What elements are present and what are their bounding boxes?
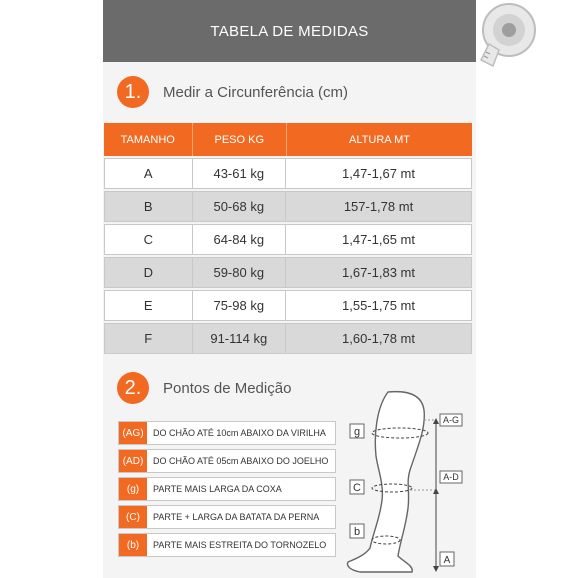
point-code: (g) [119,478,147,500]
cell-height: 1,47-1,67 mt [342,166,415,181]
point-description: DO CHÃO ATÉ 05cm ABAIXO DO JOELHO [153,456,329,466]
point-code: (C) [119,506,147,528]
point-code: (AD) [119,450,147,472]
list-item [118,533,336,557]
list-item [118,421,336,445]
cell-height: 1,55-1,75 mt [342,298,415,313]
c-label: C [353,482,361,494]
point-description: DO CHÃO ATÉ 10cm ABAIXO DA VIRILHA [153,428,326,438]
ad-label: A-D [443,472,459,482]
cell-height: 1,47-1,65 mt [342,232,415,247]
ag-label: A-G [442,415,460,425]
cell-weight: 75-98 kg [193,291,286,320]
list-item [118,477,336,501]
point-code: (b) [119,534,147,556]
cell-size: A [105,159,193,188]
table-row [104,224,472,255]
ad-arrowhead-up [433,488,439,494]
point-description: PARTE + LARGA DA BATATA DA PERNA [153,512,320,522]
header-bar [103,0,476,62]
table-row [104,257,472,288]
ag-arrowhead-down [433,566,439,572]
section-1-title: Medir a Circunferência (cm) [163,84,349,101]
list-item [118,505,336,529]
point-description: PARTE MAIS ESTREITA DO TORNOZELO [153,540,327,550]
table-row [104,191,472,222]
column-header-weight: PESO KG [193,123,287,156]
cell-weight: 64-84 kg [193,225,286,254]
column-header-height: ALTURA MT [349,133,410,146]
cell-weight: 50-68 kg [193,192,286,221]
measurement-points-list [118,421,336,561]
section-2-title: Pontos de Medição [163,380,292,397]
cell-weight: 59-80 kg [193,258,286,287]
cell-weight: 43-61 kg [193,159,286,188]
ag-arrowhead-up [433,418,439,424]
table-row [104,290,472,321]
table-row [104,158,472,189]
measuring-tape-icon [475,0,555,80]
g-label: g [353,426,361,438]
cell-size: B [105,192,193,221]
column-header-size: TAMANHO [104,123,193,156]
page-title: TABELA DE MEDIDAS [210,23,369,40]
point-description: PARTE MAIS LARGA DA COXA [153,484,282,494]
cell-size: D [105,258,193,287]
size-table [104,123,472,354]
step-2-badge: 2. [117,372,149,404]
leg-measurement-diagram [340,380,470,576]
table-header [104,123,472,156]
point-code: (AG) [119,422,147,444]
list-item [118,449,336,473]
cell-height: 1,67-1,83 mt [342,265,415,280]
cell-size: E [105,291,193,320]
b-label: b [353,526,361,538]
step-1-badge: 1. [117,76,149,108]
cell-size: F [105,324,193,353]
cell-size: C [105,225,193,254]
a-label: A [443,555,451,566]
cell-height: 1,60-1,78 mt [342,331,415,346]
cell-weight: 91-114 kg [193,324,286,353]
cell-height: 157-1,78 mt [343,199,414,214]
table-row [104,323,472,354]
